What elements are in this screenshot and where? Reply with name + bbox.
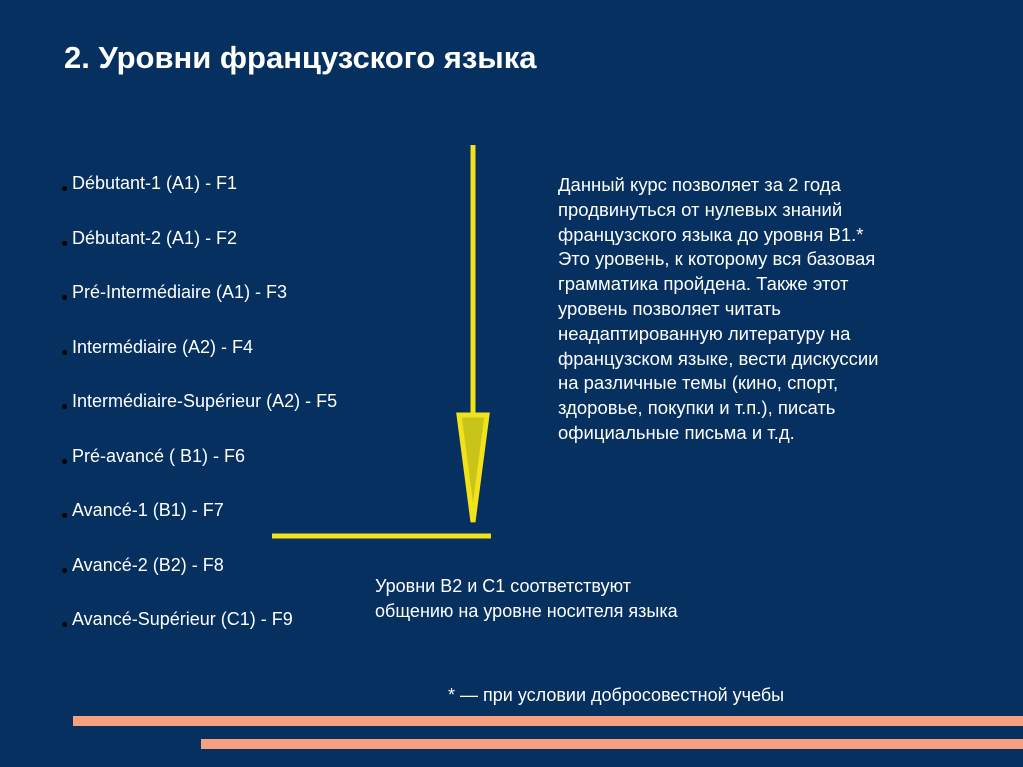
slide-title: 2. Уровни французского языка <box>64 40 537 75</box>
footnote: * — при условии добросовестной учебы <box>448 685 785 705</box>
level-label: Pré-avancé ( B1) - F6 <box>72 445 246 466</box>
b2-c1-note: Уровни B2 и С1 соответствуют общению на уровне носителя языка <box>375 576 678 621</box>
course-description: Данный курс позволяет за 2 года продвинуться от нулевых знаний французского языка до уровня В1.* Это уровень, к которому вся базовая грамматика пройдена. Также этот уровень позволяет читать неадаптированную литературу на французском языке, вести дискуссии на различные темы (кино, спорт, здоровье, покупки и т.п.), писать официальные письма и т.д. <box>558 174 879 443</box>
level-label: Intermédiaire-Supérieur (A2) - F5 <box>72 391 338 411</box>
decorative-stripe-bottom <box>201 739 1023 749</box>
level-label: Avancé-1 (B1) - F7 <box>72 500 224 520</box>
level-label: Avancé-Supérieur (C1) - F9 <box>72 609 293 629</box>
level-label: Débutant-1 (A1) - F1 <box>72 173 238 193</box>
level-label: Intermédiaire (A2) - F4 <box>72 336 254 357</box>
level-label: Pré-Intermédiaire (A1) - F3 <box>72 282 288 302</box>
level-label: Avancé-2 (B2) - F8 <box>72 554 224 575</box>
level-label: Débutant-2 (A1) - F2 <box>72 227 238 248</box>
arrow-head-icon <box>459 415 487 522</box>
decorative-stripe-top <box>73 716 1023 726</box>
